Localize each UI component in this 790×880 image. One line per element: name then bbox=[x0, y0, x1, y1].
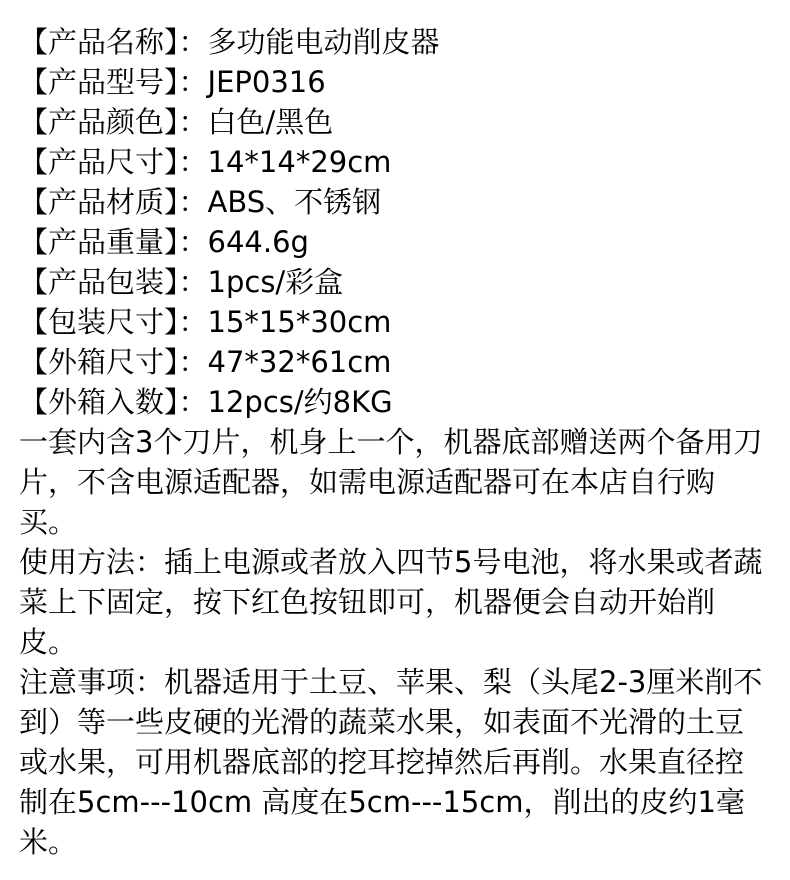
spec-row-model bbox=[19, 62, 779, 102]
spec-value: ABS、不锈钢 bbox=[207, 185, 382, 219]
spec-value: 1pcs/彩盒 bbox=[207, 265, 344, 299]
spec-value: 15*15*30cm bbox=[207, 305, 392, 339]
spec-row-carton-size bbox=[19, 342, 779, 382]
usage-paragraph: 使用方法：插上电源或者放入四节5号电池，将水果或者蔬菜上下固定，按下红色按钮即可，机器便会自动开始削皮。 bbox=[19, 545, 763, 659]
spec-value: JEP0316 bbox=[207, 65, 326, 99]
spec-row-packaging bbox=[19, 262, 779, 302]
spec-row-weight bbox=[19, 222, 779, 262]
spec-row-carton-quantity bbox=[19, 382, 779, 422]
spec-label: 【产品重量】： bbox=[19, 225, 208, 259]
blades-paragraph: 一套内含3个刀片，机身上一个，机器底部赠送两个备用刀片，不含电源适配器，如需电源适配器可在本店自行购买。 bbox=[19, 425, 763, 539]
spec-list bbox=[19, 22, 779, 422]
spec-label: 【包装尺寸】： bbox=[19, 305, 208, 339]
spec-value: 12pcs/约8KG bbox=[207, 385, 393, 419]
spec-label: 【产品尺寸】： bbox=[19, 145, 208, 179]
notes-paragraph: 注意事项：机器适用于土豆、苹果、梨（头尾2-3厘米削不到）等一些皮硬的光滑的蔬菜水果，如表面不光滑的土豆或水果，可用机器底部的挖耳挖掉然后再削。水果直径控制在5cm---10cm 高度在5cm---15cm，削出的皮约1毫米。 bbox=[19, 665, 763, 859]
spec-label: 【产品颜色】： bbox=[19, 105, 208, 139]
spec-value: 47*32*61cm bbox=[207, 345, 392, 379]
spec-row-product-name bbox=[19, 22, 779, 62]
spec-row-size bbox=[19, 142, 779, 182]
spec-value: 白色/黑色 bbox=[207, 105, 334, 139]
spec-value: 多功能电动削皮器 bbox=[207, 25, 440, 59]
spec-label: 【产品型号】： bbox=[19, 65, 208, 99]
spec-label: 【产品名称】： bbox=[19, 25, 208, 59]
spec-label: 【产品材质】： bbox=[19, 185, 208, 219]
spec-row-material bbox=[19, 182, 779, 222]
spec-label: 【产品包装】： bbox=[19, 265, 208, 299]
spec-label: 【外箱入数】： bbox=[19, 385, 208, 419]
spec-value: 644.6g bbox=[207, 225, 309, 259]
spec-label: 【外箱尺寸】： bbox=[19, 345, 208, 379]
spec-row-color bbox=[19, 102, 779, 142]
spec-row-package-size bbox=[19, 302, 779, 342]
spec-value: 14*14*29cm bbox=[207, 145, 392, 179]
product-spec-document bbox=[19, 22, 779, 862]
